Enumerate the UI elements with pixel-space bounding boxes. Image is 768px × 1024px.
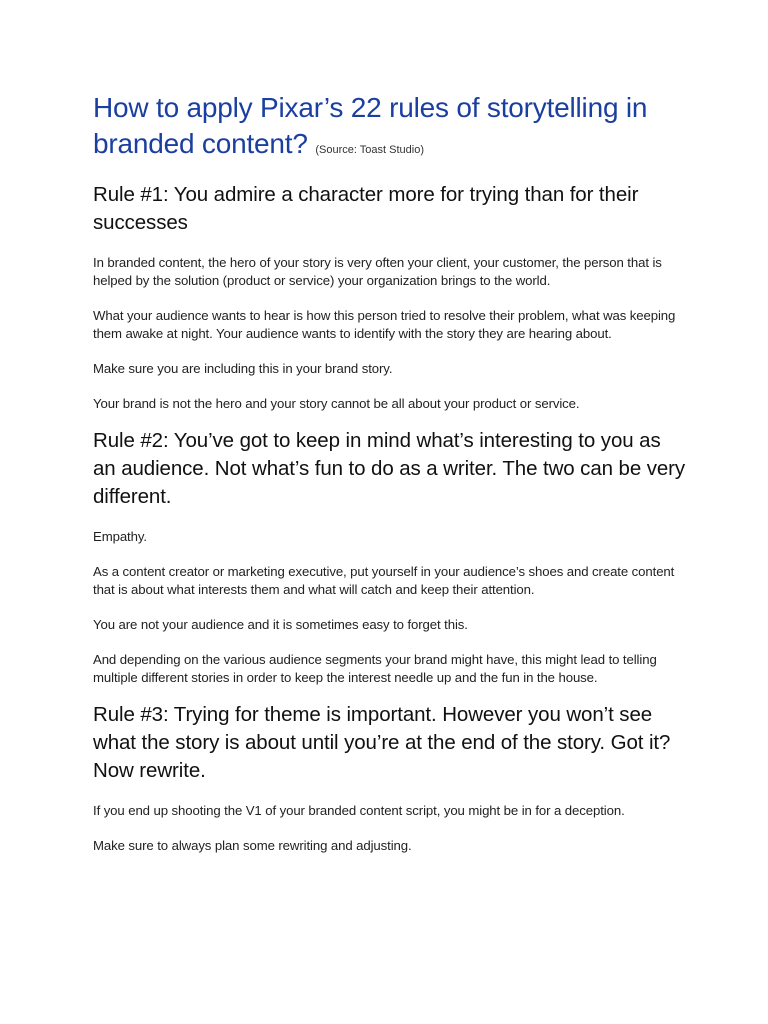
rule-1-paragraph-4: Your brand is not the hero and your story cannot be all about your product or service. <box>93 396 580 411</box>
rule-3-heading: Rule #3: Trying for theme is important. However you won’t see what the story is about until you’re at the end of the story. Got it? Now rewrite. <box>93 703 671 782</box>
rule-1-heading: Rule #1: You admire a character more for trying than for their successes <box>93 183 639 234</box>
rule-2-paragraph-3: You are not your audience and it is sometimes easy to forget this. <box>93 617 468 632</box>
rule-3-paragraph-1: If you end up shooting the V1 of your branded content script, you might be in for a deception. <box>93 803 625 818</box>
rule-2-paragraph-4: And depending on the various audience segments your brand might have, this might lead to telling multiple different stories in order to keep the interest needle up and the fun in the house. <box>93 652 657 685</box>
document-title <box>93 90 688 168</box>
rule-2-paragraph-2: As a content creator or marketing executive, put yourself in your audience’s shoes and create content that is about what interests them and what will catch and keep their attention. <box>93 564 675 597</box>
rule-1-paragraph-3: Make sure you are including this in your brand story. <box>93 361 393 376</box>
title-text: How to apply Pixar’s 22 rules of storytelling in branded content? <box>93 92 648 159</box>
source-note: (Source: Toast Studio) <box>315 144 424 156</box>
rule-2-paragraph-1: Empathy. <box>93 529 147 544</box>
rule-2-heading: Rule #2: You’ve got to keep in mind what’s interesting to you as an audience. Not what’s fun to do as a writer. The two can be very different. <box>93 429 686 508</box>
rule-1-paragraph-2: What your audience wants to hear is how this person tried to resolve their problem, what was keeping them awake at night. Your audience wants to identify with the story they are hearing about. <box>93 308 676 341</box>
rule-1-paragraph-1: In branded content, the hero of your story is very often your client, your customer, the person that is helped by the solution (product or service) your organization brings to the world. <box>93 255 662 288</box>
rule-3-paragraph-2: Make sure to always plan some rewriting and adjusting. <box>93 838 412 853</box>
